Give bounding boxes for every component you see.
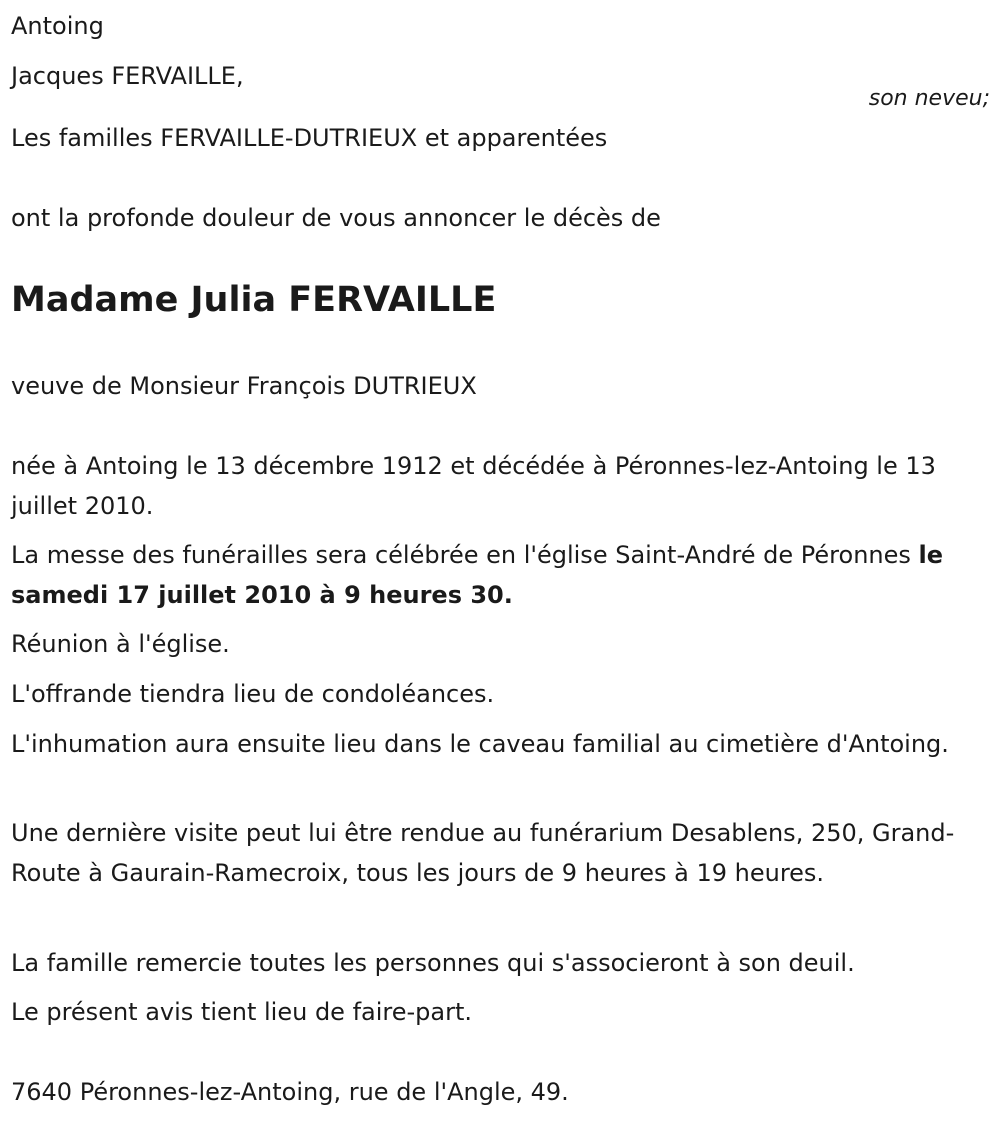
spouse-line: veuve de Monsieur François DUTRIEUX — [11, 372, 477, 400]
families-line: Les familles FERVAILLE-DUTRIEUX et apparentées — [11, 124, 608, 152]
thanks-line: La famille remercie toutes les personnes qui s'associeront à son deuil. — [11, 949, 855, 977]
notice-line: Le présent avis tient lieu de faire-part. — [11, 998, 473, 1026]
burial-paragraph: L'inhumation aura ensuite lieu dans le caveau familial au cimetière d'Antoing. — [11, 730, 949, 758]
mass-paragraph — [11, 535, 986, 615]
offering-line: L'offrande tiendra lieu de condoléances. — [11, 680, 495, 708]
gathering-line: Réunion à l'église. — [11, 630, 230, 658]
mass-date: le samedi 17 juillet 2010 à 9 heures 30. — [11, 541, 944, 609]
address-line: 7640 Péronnes-lez-Antoing, rue de l'Angle, 49. — [11, 1078, 569, 1106]
deceased-name: Madame Julia FERVAILLE — [11, 280, 497, 320]
birth-death-paragraph: née à Antoing le 13 décembre 1912 et décédée à Péronnes-lez-Antoing le 13 juillet 2010. — [11, 452, 936, 520]
mass-text: La messe des funérailles sera célébrée en l'église Saint-André de Péronnes — [11, 541, 911, 569]
announcement-line: ont la profonde douleur de vous annoncer le décès de — [11, 204, 661, 232]
visit-paragraph: Une dernière visite peut lui être rendue au funérarium Desablens, 250, Grand-Route à Gaurain-Ramecroix, tous les jours de 9 heures à 19 heures. — [11, 819, 955, 887]
relative-relation: son neveu; — [868, 86, 990, 111]
header-place: Antoing — [11, 12, 104, 40]
relative-name: Jacques FERVAILLE, — [11, 62, 244, 90]
